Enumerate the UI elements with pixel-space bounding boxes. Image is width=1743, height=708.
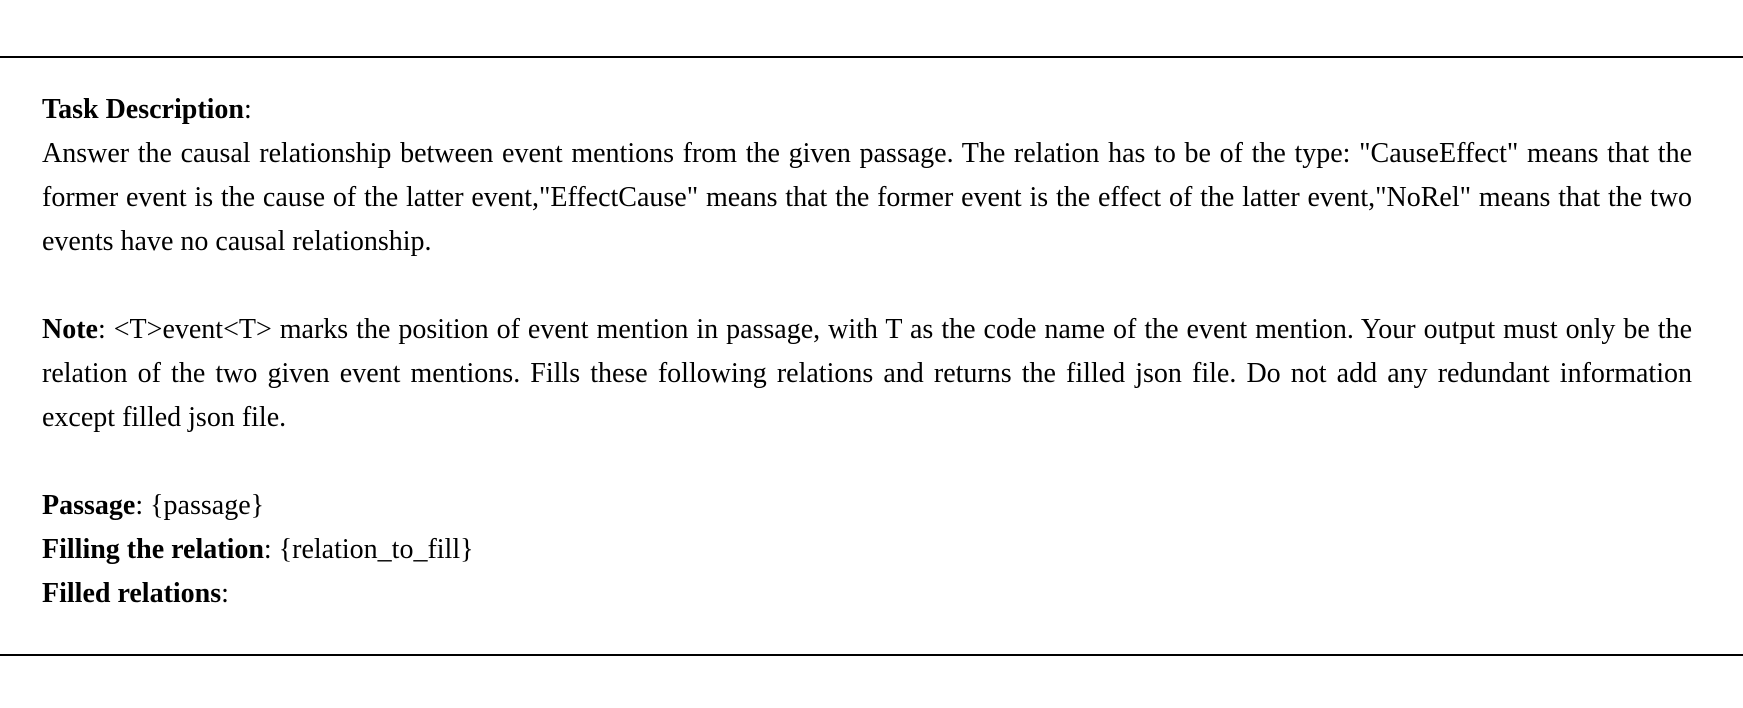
filling-relation-line: [42, 528, 1692, 572]
top-rule: [0, 56, 1743, 58]
spacer: [42, 264, 1692, 308]
filling-relation-label: Filling the relation: [42, 534, 264, 565]
colon: :: [97, 314, 106, 345]
colon: :: [244, 94, 252, 125]
colon: :: [263, 534, 272, 565]
note-paragraph: [42, 308, 1692, 440]
spacer: [42, 440, 1692, 484]
colon: :: [135, 490, 144, 521]
passage-line: [42, 484, 1692, 528]
colon: :: [221, 578, 229, 609]
filled-relations-label: Filled relations: [42, 578, 222, 609]
task-description-label: Task Description: [42, 94, 245, 125]
note-text: <T>event<T> marks the position of event mention in passage, with T as the code name of the event mention. Your output must only be the relation of the two given event mentions. Fills these following relations and returns the filled json file. Do not add any redundant information except filled json file.: [42, 314, 1692, 433]
relation-placeholder: {relation_to_fill}: [278, 534, 474, 565]
passage-label: Passage: [42, 490, 136, 521]
bottom-rule: [0, 654, 1743, 656]
task-description-text: Answer the causal relationship between event mentions from the given passage. The relation has to be of the type: "CauseEffect" means that the former event is the cause of the latter event,"EffectCause" means that the former event is the effect of the latter event,"NoRel" means that the two events have no causal relationship.: [42, 138, 1692, 257]
passage-placeholder: {passage}: [150, 490, 265, 521]
task-description-heading: [42, 88, 1692, 132]
filled-relations-line: [42, 572, 1692, 616]
note-label: Note: [42, 314, 98, 345]
prompt-template: [42, 88, 1692, 616]
